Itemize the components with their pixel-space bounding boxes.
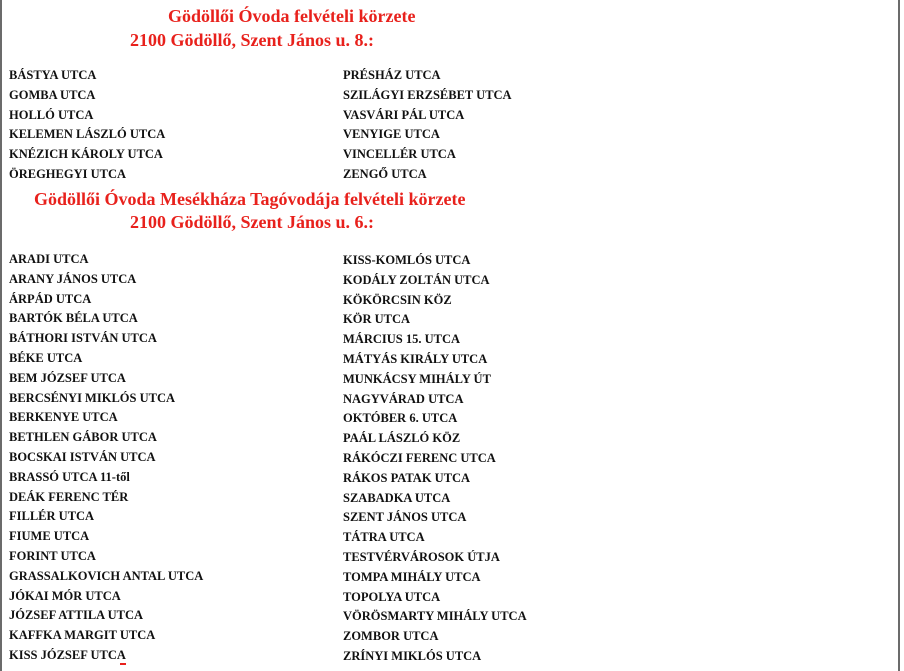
street-item: BERKENYE UTCA: [9, 410, 118, 425]
street-item: OKTÓBER 6. UTCA: [343, 411, 458, 426]
section1-title: Gödöllői Óvoda felvételi körzete: [168, 6, 416, 26]
street-item: KISS-KOMLÓS UTCA: [343, 253, 471, 267]
street-item: DEÁK FERENC TÉR: [9, 489, 129, 504]
street-item: FIUME UTCA: [9, 529, 90, 544]
street-item: PAÁL LÁSZLÓ KÖZ: [343, 431, 461, 446]
street-item: KELEMEN LÁSZLÓ UTCA: [9, 127, 166, 142]
street-item: TOPOLYA UTCA: [343, 589, 441, 604]
street-item: GOMBA UTCA: [9, 87, 96, 102]
street-item: JÓKAI MÓR UTCA: [9, 588, 121, 603]
street-item: GRASSALKOVICH ANTAL UTCA: [9, 568, 204, 583]
section1-right-street-list: [343, 66, 512, 185]
street-item: FORINT UTCA: [9, 548, 96, 563]
street-item: MÁTYÁS KIRÁLY UTCA: [343, 351, 488, 366]
street-item: ÖREGHEGYI UTCA: [9, 166, 127, 181]
street-item: MÁRCIUS 15. UTCA: [343, 332, 461, 347]
street-item: BARTÓK BÉLA UTCA: [9, 311, 138, 326]
street-item: BÁTHORI ISTVÁN UTCA: [9, 331, 157, 346]
street-item: KISS JÓZSEF UTCA: [9, 647, 126, 662]
street-item: VÖRÖSMARTY MIHÁLY UTCA: [343, 609, 527, 624]
street-item: ARADI UTCA: [9, 252, 89, 266]
section2-left-street-list: [9, 250, 203, 666]
street-item: BOCSKAI ISTVÁN UTCA: [9, 449, 156, 464]
street-item: BETHLEN GÁBOR UTCA: [9, 430, 157, 445]
section2-title: Gödöllői Óvoda Mesékháza Tagóvodája felvételi körzete: [34, 189, 466, 209]
street-item: ÁRPÁD UTCA: [9, 291, 92, 306]
street-item: ZOMBOR UTCA: [343, 629, 439, 644]
street-item: BEM JÓZSEF UTCA: [9, 370, 126, 385]
street-item: BRASSÓ UTCA 11-től: [9, 469, 130, 484]
street-item: KODÁLY ZOLTÁN UTCA: [343, 272, 490, 287]
street-item: VINCELLÉR UTCA: [343, 147, 456, 162]
street-item: KAFFKA MARGIT UTCA: [9, 628, 156, 643]
street-item: RÁKÓCZI FERENC UTCA: [343, 450, 496, 465]
street-item: MUNKÁCSY MIHÁLY ÚT: [343, 371, 491, 386]
street-item: ZRÍNYI MIKLÓS UTCA: [343, 648, 482, 663]
street-item: PRÉSHÁZ UTCA: [343, 68, 441, 82]
street-item: SZENT JÁNOS UTCA: [343, 510, 467, 525]
section2-address: 2100 Gödöllő, Szent János u. 6.:: [130, 212, 375, 232]
street-item: HOLLÓ UTCA: [9, 107, 94, 122]
street-item: VASVÁRI PÁL UTCA: [343, 107, 465, 122]
street-item: ZENGŐ UTCA: [343, 166, 427, 181]
section1-left-street-list: [9, 66, 165, 185]
section1-address: 2100 Gödöllő, Szent János u. 8.:: [130, 30, 375, 50]
street-item: ARANY JÁNOS UTCA: [9, 271, 137, 286]
street-item: TESTVÉRVÁROSOK ÚTJA: [343, 549, 500, 564]
street-item: TOMPA MIHÁLY UTCA: [343, 569, 481, 584]
street-item: NAGYVÁRAD UTCA: [343, 391, 464, 406]
street-item: BÉKE UTCA: [9, 350, 83, 365]
street-item: VENYIGE UTCA: [343, 127, 440, 142]
street-item: KNÉZICH KÁROLY UTCA: [9, 147, 163, 162]
street-item: RÁKOS PATAK UTCA: [343, 470, 471, 485]
street-item: KÖR UTCA: [343, 312, 411, 327]
cut-off-heading-fragment: [120, 663, 126, 665]
street-item: FILLÉR UTCA: [9, 509, 95, 524]
street-item: KÖKÖRCSIN KÖZ: [343, 292, 452, 307]
street-item: TÁTRA UTCA: [343, 530, 425, 545]
street-item: BÁSTYA UTCA: [9, 68, 97, 82]
street-item: JÓZSEF ATTILA UTCA: [9, 608, 144, 623]
street-item: SZILÁGYI ERZSÉBET UTCA: [343, 87, 512, 102]
street-item: BERCSÉNYI MIKLÓS UTCA: [9, 390, 176, 405]
section2-right-street-list: [343, 251, 527, 667]
street-item: SZABADKA UTCA: [343, 490, 451, 505]
